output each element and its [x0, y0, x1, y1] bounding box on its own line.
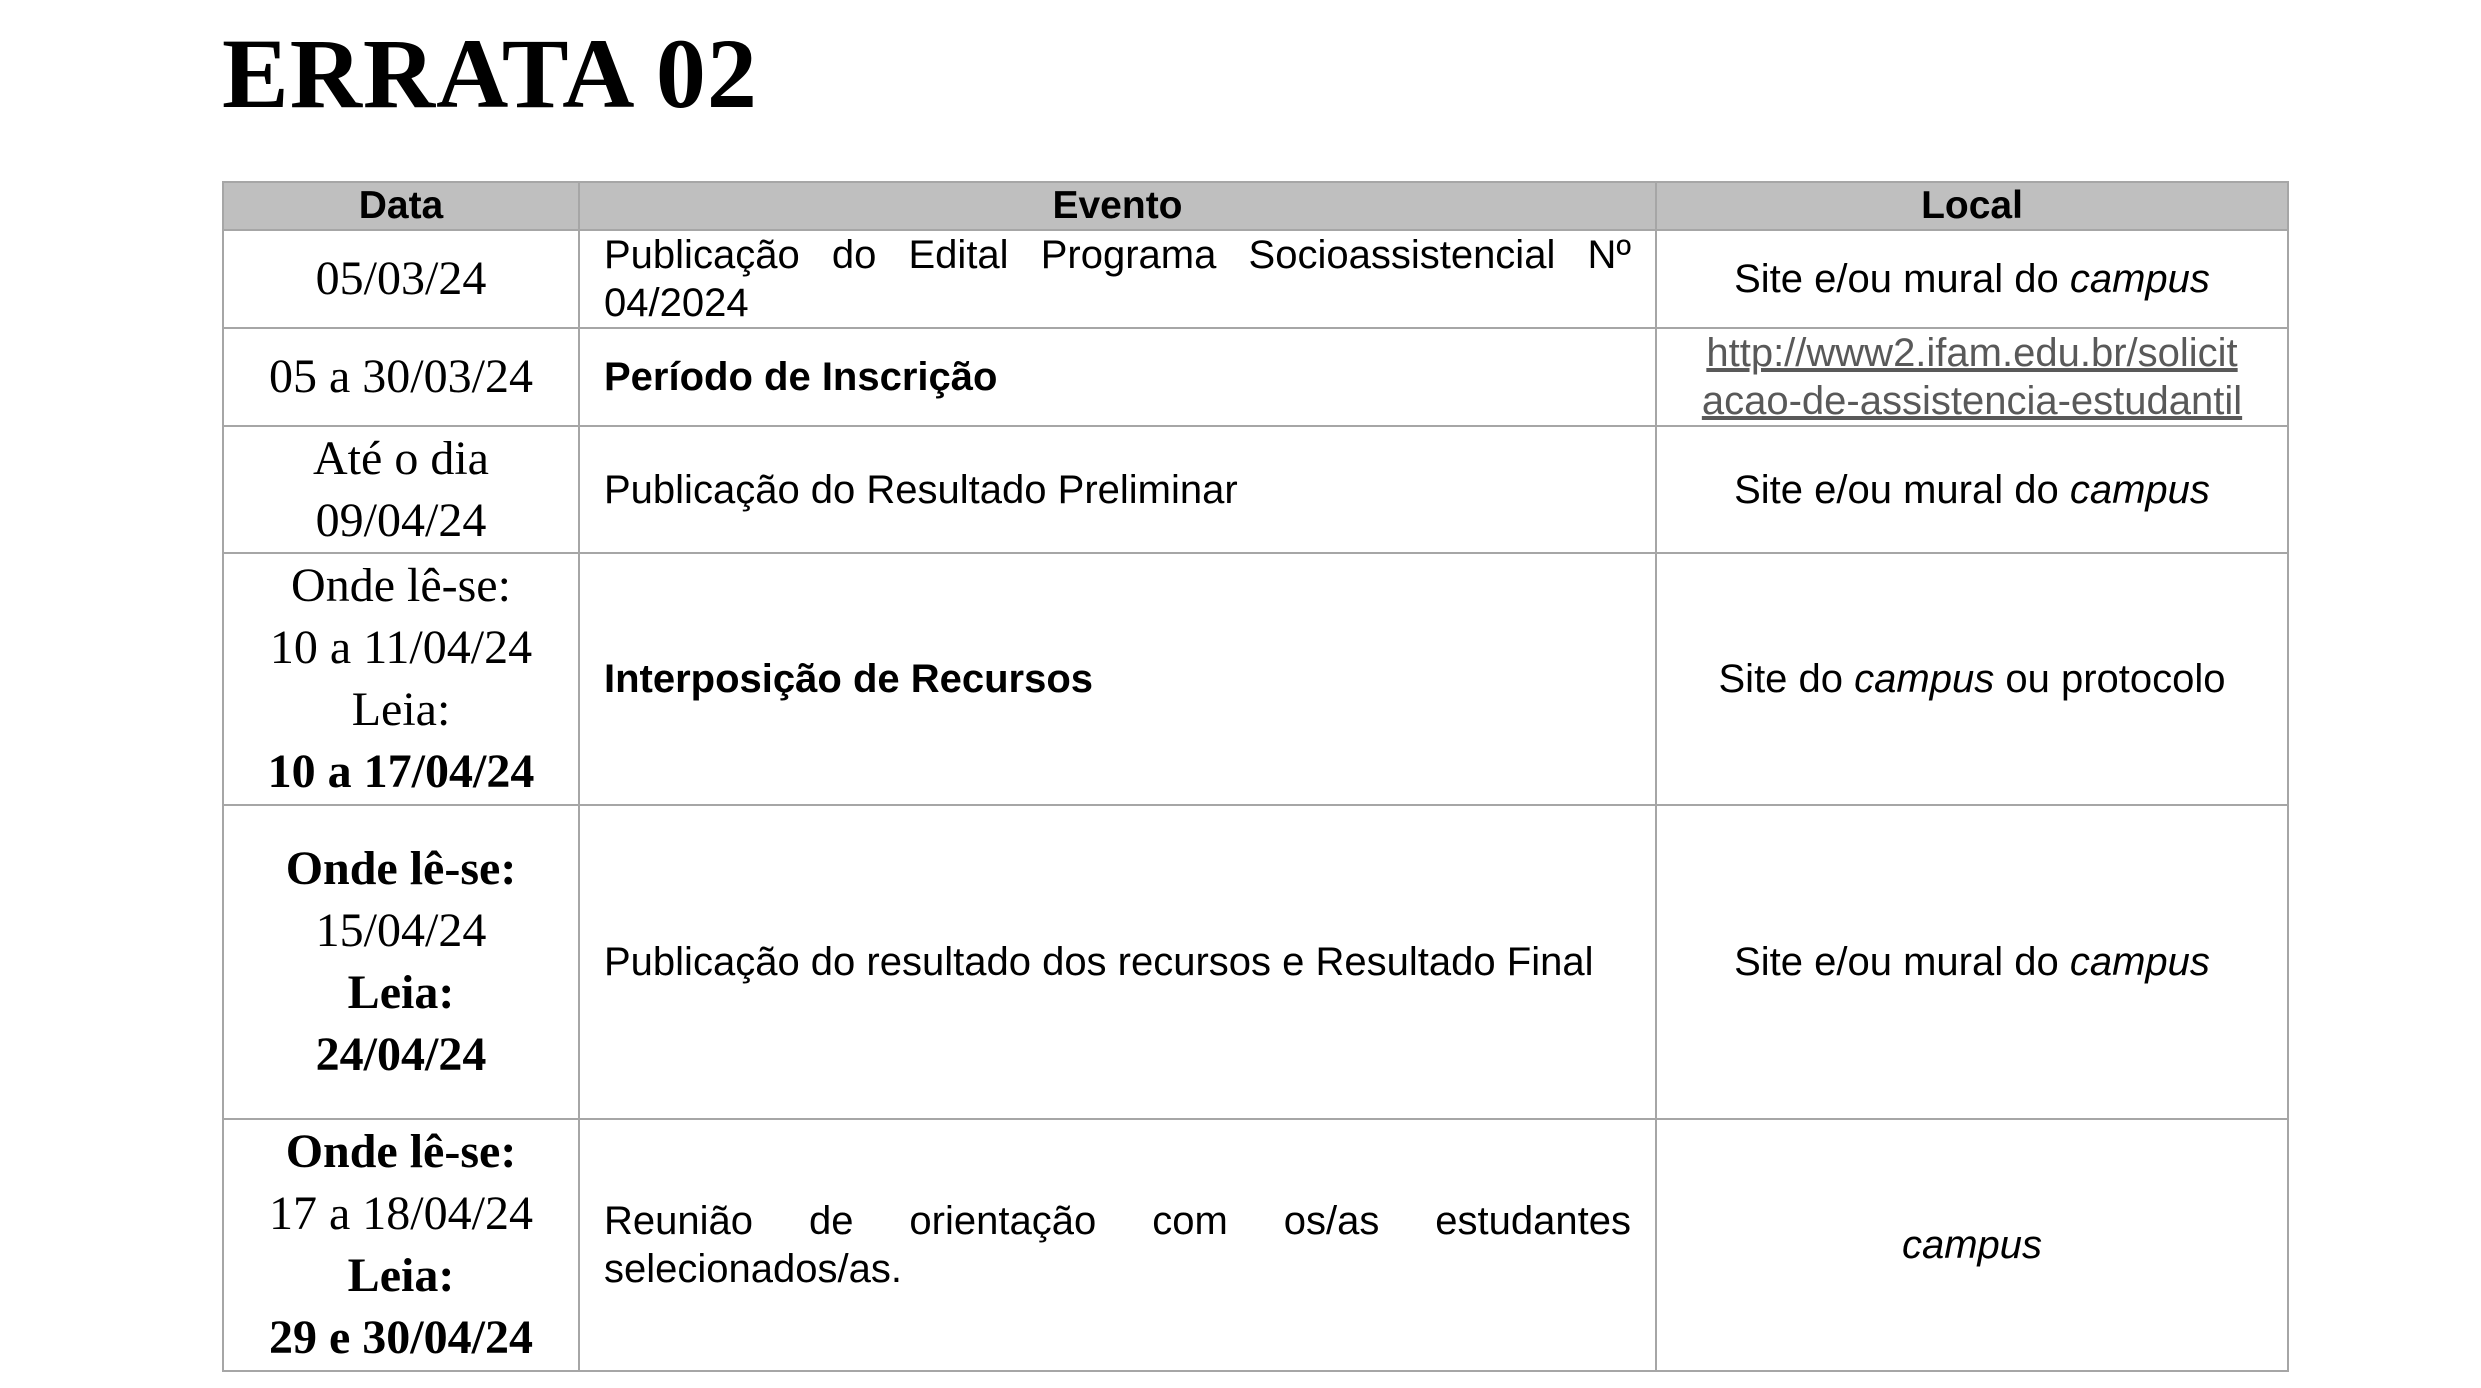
page-title: ERRATA 02: [222, 18, 758, 129]
event-text: Reunião de orientação com os/as estudantes selecionados/as.: [604, 1199, 1631, 1291]
link-line-1: http://www2.ifam.edu.br/solicit: [1706, 331, 2238, 375]
date-leia-label: Leia:: [351, 683, 451, 736]
column-header-date: Data: [223, 182, 579, 230]
table-row: [223, 553, 2288, 805]
local-text: Site e/ou mural do: [1734, 467, 2059, 512]
date-cell: [223, 328, 579, 426]
local-cell: [1656, 426, 2288, 553]
event-text: Período de Inscrição: [604, 355, 998, 399]
date-value: 05 a 30/03/24: [269, 350, 533, 403]
date-cell: [223, 426, 579, 553]
schedule-table: [222, 181, 2289, 1372]
table-row: [223, 1119, 2288, 1371]
table-row: [223, 805, 2288, 1119]
event-cell: [579, 328, 1656, 426]
date-onde-label: Onde lê-se:: [285, 842, 517, 895]
table-row: [223, 426, 2288, 553]
event-cell: [579, 1119, 1656, 1371]
local-campus: campus: [2069, 467, 2210, 512]
local-cell: [1656, 553, 2288, 805]
date-new: 10 a 17/04/24: [267, 745, 535, 798]
date-leia-label: Leia:: [347, 966, 455, 1019]
local-cell: [1656, 328, 2288, 426]
link-line-2: acao-de-assistencia-estudantil: [1701, 379, 2243, 423]
date-old: 15/04/24: [315, 904, 487, 957]
event-cell: [579, 553, 1656, 805]
date-cell: [223, 1119, 579, 1371]
local-campus: campus: [1854, 657, 1995, 701]
event-cell: [579, 426, 1656, 553]
date-new: 24/04/24: [315, 1028, 487, 1081]
date-onde-label: Onde lê-se:: [291, 559, 511, 612]
event-text: Publicação do Resultado Preliminar: [604, 467, 1238, 512]
local-text: Site e/ou mural do: [1734, 940, 2059, 984]
local-campus: campus: [2069, 257, 2210, 301]
date-cell: [223, 805, 579, 1119]
table-row: [223, 230, 2288, 328]
local-campus: campus: [1901, 1223, 2043, 1267]
date-new: 29 e 30/04/24: [269, 1311, 533, 1364]
local-cell: [1656, 805, 2288, 1119]
event-cell: [579, 230, 1656, 328]
column-header-local: Local: [1656, 182, 2288, 230]
event-text: Publicação do resultado dos recursos e Resultado Final: [604, 940, 1594, 984]
local-text: Site e/ou mural do: [1734, 257, 2059, 301]
date-leia-label: Leia:: [347, 1249, 455, 1302]
local-cell: [1656, 230, 2288, 328]
date-value: 05/03/24: [315, 252, 487, 305]
local-cell: [1656, 1119, 2288, 1371]
date-line-2: 09/04/24: [315, 493, 487, 547]
local-campus: campus: [2069, 940, 2210, 984]
date-cell: [223, 230, 579, 328]
column-header-event: Evento: [579, 182, 1656, 230]
table-header-row: [223, 182, 2288, 230]
date-cell: [223, 553, 579, 805]
registration-link[interactable]: [1681, 329, 2263, 425]
event-text: Publicação do Edital Programa Socioassistencial Nº 04/2024: [604, 233, 1631, 325]
date-line-1: Até o dia: [313, 431, 489, 485]
date-old: 17 a 18/04/24: [269, 1187, 533, 1240]
event-text: Interposição de Recursos: [604, 657, 1094, 701]
event-cell: [579, 805, 1656, 1119]
local-prefix: Site do: [1718, 657, 1844, 701]
local-suffix: ou protocolo: [2005, 657, 2226, 701]
date-old: 10 a 11/04/24: [269, 621, 533, 674]
date-onde-label: Onde lê-se:: [285, 1125, 517, 1178]
table-row: [223, 328, 2288, 426]
